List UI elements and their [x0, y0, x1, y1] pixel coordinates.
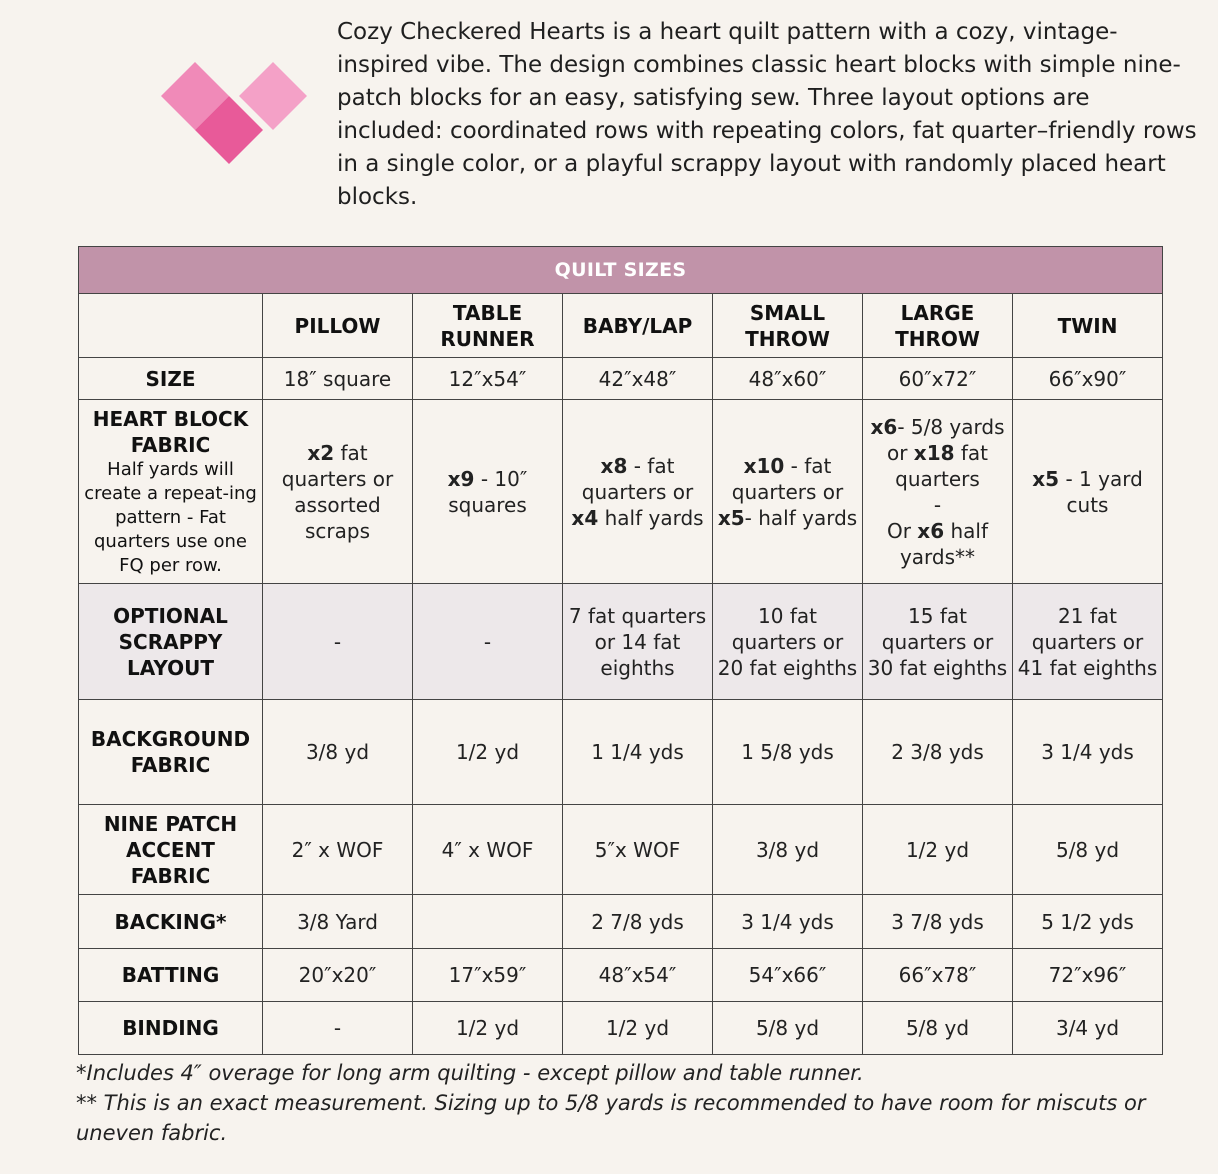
table-row: [79, 1002, 1163, 1055]
table-title-row: [79, 247, 1163, 294]
table-cell: 10 fat quarters or 20 fat eighths: [713, 584, 863, 700]
table-cell: 5/8 yd: [1013, 805, 1163, 895]
table-cell: 72″x96″: [1013, 949, 1163, 1002]
table-row: [79, 805, 1163, 895]
table-cell: -: [413, 584, 563, 700]
row-header-nine-patch: NINE PATCH ACCENT FABRIC: [79, 805, 263, 895]
table-cell: -: [263, 1002, 413, 1055]
table-row: [79, 358, 1163, 400]
table-cell: 48″x54″: [563, 949, 713, 1002]
table-cell: 2 3/8 yds: [863, 700, 1013, 805]
table-cell: 20″x20″: [263, 949, 413, 1002]
table-cell: 1/2 yd: [863, 805, 1013, 895]
table-cell: 60″x72″: [863, 358, 1013, 400]
table-cell: 1/2 yd: [413, 700, 563, 805]
corner-cell: [79, 294, 263, 358]
heart-logo-icon: [158, 62, 310, 176]
table-row: [79, 400, 1163, 584]
table-cell: 3 1/4 yds: [713, 895, 863, 949]
table-cell: 66″x78″: [863, 949, 1013, 1002]
table-cell: 1 5/8 yds: [713, 700, 863, 805]
table-cell: 2 7/8 yds: [563, 895, 713, 949]
table-cell: 2″ x WOF: [263, 805, 413, 895]
col-header-baby-lap: BABY/LAP: [563, 294, 713, 358]
footnote: *Includes 4″ overage for long arm quilting - except pillow and table runner.: [76, 1061, 864, 1085]
row-header-binding: BINDING: [79, 1002, 263, 1055]
table-cell: -: [263, 584, 413, 700]
table-cell: 4″ x WOF: [413, 805, 563, 895]
footnote: ** This is an exact measurement. Sizing up to 5/8 yards is recommended to have room for miscuts or uneven fabric.: [76, 1091, 1146, 1145]
table-cell: 1/2 yd: [563, 1002, 713, 1055]
col-header-twin: TWIN: [1013, 294, 1163, 358]
table-cell: 12″x54″: [413, 358, 563, 400]
footnotes: [76, 1058, 1176, 1148]
col-header-table-runner: TABLE RUNNER: [413, 294, 563, 358]
table-cell: 5 1/2 yds: [1013, 895, 1163, 949]
table-cell: 66″x90″: [1013, 358, 1163, 400]
table-cell: 54″x66″: [713, 949, 863, 1002]
table-cell: 42″x48″: [563, 358, 713, 400]
table-title: QUILT SIZES: [79, 247, 1163, 294]
row-header-backing: BACKING*: [79, 895, 263, 949]
table-cell: 18″ square: [263, 358, 413, 400]
table-cell: 48″x60″: [713, 358, 863, 400]
quilt-sizes-table: [78, 246, 1163, 1055]
table-row: [79, 700, 1163, 805]
table-cell: 3/8 yd: [263, 700, 413, 805]
row-header-optional-scrappy: OPTIONAL SCRAPPY LAYOUT: [79, 584, 263, 700]
table-cell: x2 fat quarters or assorted scraps: [263, 400, 413, 584]
table-cell: 17″x59″: [413, 949, 563, 1002]
column-header-row: [79, 294, 1163, 358]
intro-paragraph: Cozy Checkered Hearts is a heart quilt pattern with a cozy, vintage-inspired vibe. The design combines classic heart blocks with simple nine-patch blocks for an easy, satisfying sew. Three layout options are included: coordinated rows with repeating colors, fat quarter–friendly rows in a single color, or a playful scrappy layout with randomly placed heart blocks.: [337, 19, 1197, 210]
table-cell: 7 fat quarters or 14 fat eighths: [563, 584, 713, 700]
row-header-note: Half yards will create a repeat-ing pattern - Fat quarters use one FQ per row.: [84, 458, 257, 576]
row-header-size: SIZE: [79, 358, 263, 400]
row-header-background: BACKGROUND FABRIC: [79, 700, 263, 805]
table-cell: 1/2 yd: [413, 1002, 563, 1055]
table-cell: x8 - fat quarters or x4 half yards: [563, 400, 713, 584]
table-cell: x10 - fat quarters or x5- half yards: [713, 400, 863, 584]
table-cell: 3 1/4 yds: [1013, 700, 1163, 805]
table-cell: [413, 895, 563, 949]
table-cell: 5/8 yd: [863, 1002, 1013, 1055]
table-cell: x6- 5/8 yards or x18 fat quarters - Or x6 half yards**: [863, 400, 1013, 584]
table-cell: 1 1/4 yds: [563, 700, 713, 805]
table-row: [79, 895, 1163, 949]
table-cell: 15 fat quarters or 30 fat eighths: [863, 584, 1013, 700]
row-header-batting: BATTING: [79, 949, 263, 1002]
table-row: [79, 949, 1163, 1002]
table-cell: 5/8 yd: [713, 1002, 863, 1055]
row-header-heart-block: HEART BLOCK FABRIC Half yards will create a repeat-ing pattern - Fat quarters use one FQ per row.: [79, 400, 263, 584]
table-cell: 21 fat quarters or 41 fat eighths: [1013, 584, 1163, 700]
table-cell: 3 7/8 yds: [863, 895, 1013, 949]
table-cell: 3/8 yd: [713, 805, 863, 895]
table-row: [79, 584, 1163, 700]
col-header-large-throw: LARGE THROW: [863, 294, 1013, 358]
table-cell: 3/4 yd: [1013, 1002, 1163, 1055]
table-cell: x5 - 1 yard cuts: [1013, 400, 1163, 584]
table-cell: x9 - 10″ squares: [413, 400, 563, 584]
table-cell: 3/8 Yard: [263, 895, 413, 949]
table-cell: 5″x WOF: [563, 805, 713, 895]
col-header-small-throw: SMALL THROW: [713, 294, 863, 358]
col-header-pillow: PILLOW: [263, 294, 413, 358]
